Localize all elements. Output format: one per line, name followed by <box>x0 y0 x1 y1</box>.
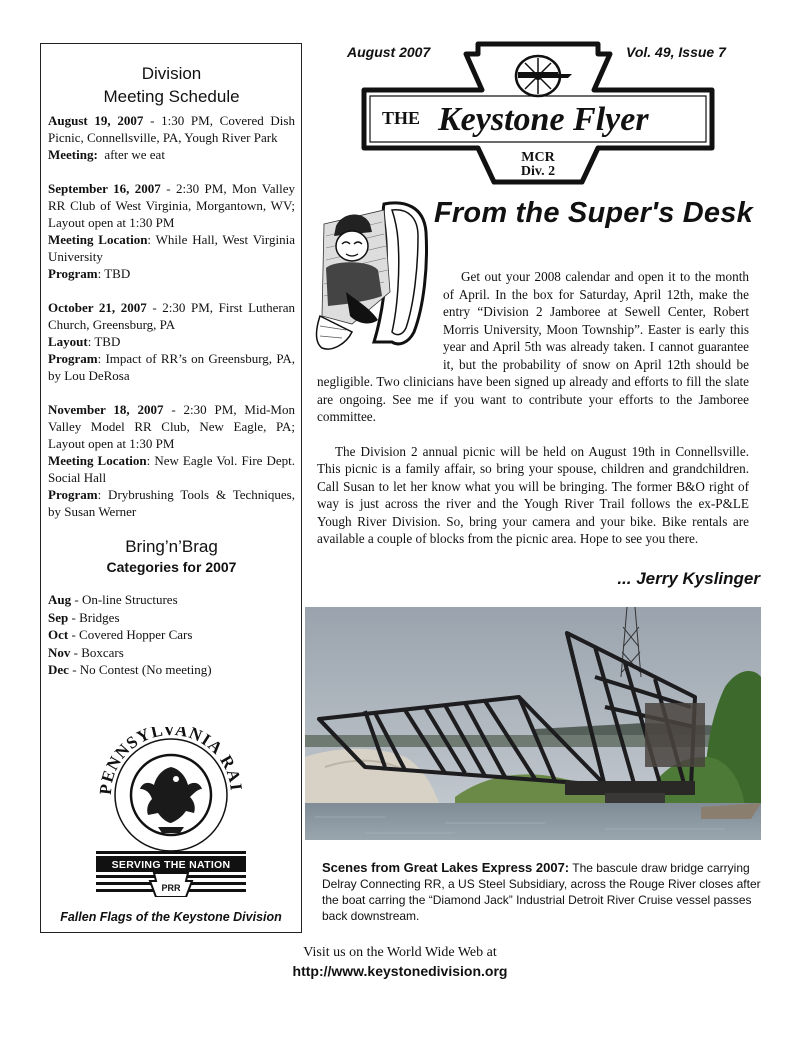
website-link[interactable]: http://www.keystonedivision.org <box>292 963 508 979</box>
list-item: Oct - Covered Hopper Cars <box>48 627 193 642</box>
bring-n-brag-list <box>48 591 295 679</box>
logo-banner-text: SERVING THE NATION <box>111 859 231 871</box>
logo-ring-text: PENNSYLVANIA RAI <box>96 727 246 796</box>
sidebar-title: Division Meeting Schedule <box>103 64 240 106</box>
bring-n-brag-subtitle: Categories for 2007 <box>106 559 237 575</box>
article-paragraph: Get out your 2008 calendar and open it to the month of April. In the box for Saturday, April 12th, make the entry “Division 2 Jamboree at Sewell Center, Robert Morris University, Moon Township”. Easter is early this year and April 5th was already taken. I cannot guarantee it, but the probability of snow on April 12th should be negligible. Two clinicians have been signed up already and efforts to fill the slate are ongoing. See me if you want to contribute your efforts to the Jamboree committee. <box>317 269 749 424</box>
issue-volume: Vol. 49, Issue 7 <box>626 44 726 60</box>
meeting-list <box>48 112 295 520</box>
photo-caption: Scenes from Great Lakes Express 2007: The bascule draw bridge carrying Delray Connecting RR, a US Steel Subsidiary, across the Rouge River closes after the boat carring the “Diamond Jack” Industrial Detroit River Cruise vessel passes back downstream. <box>322 860 761 923</box>
meeting-schedule-sidebar <box>40 43 302 933</box>
list-item: Aug - On-line Structures <box>48 592 178 607</box>
masthead-mcr: MCR <box>521 150 555 165</box>
list-item: Dec - No Contest (No meeting) <box>48 662 212 677</box>
photo-caption-heading: Scenes from Great Lakes Express 2007: <box>322 860 570 875</box>
list-item: Nov - Boxcars <box>48 644 124 660</box>
article-body <box>317 268 749 548</box>
meeting-entry: September 16, 2007 - 2:30 PM, Mon Valley RR Club of West Virginia, Morgantown, WV; Layout open at 1:30 PM Meeting Location: While Hall, West Virginia University Program: TBD <box>48 181 296 281</box>
masthead-the: THE <box>382 108 421 128</box>
meeting-entry: October 21, 2007 - 2:30 PM, First Lutheran Church, Greensburg, PA Layout: TBD Program: Impact of RR’s on Greensburg, PA, by Lou DeRosa <box>48 300 295 383</box>
meeting-entry: August 19, 2007 - 1:30 PM, Covered Dish Picnic, Connellsville, PA, Yough River Park Meeting: after we eat <box>48 113 295 162</box>
masthead-div: Div. 2 <box>520 164 556 179</box>
eagle-icon <box>140 767 202 833</box>
issue-date: August 2007 <box>347 44 431 60</box>
footer-visit-text: Visit us on the World Wide Web at <box>303 945 497 960</box>
bascule-bridge-photo <box>305 607 761 840</box>
bring-n-brag-title: Bring’n’Brag <box>125 537 218 556</box>
prr-logo-graphic <box>96 727 246 897</box>
masthead-logo <box>360 40 716 185</box>
article-title: From the Super's Desk <box>434 197 753 229</box>
sidebar-caption: Fallen Flags of the Keystone Division <box>60 910 282 924</box>
list-item: Sep - Bridges <box>48 609 120 625</box>
keystone-masthead-graphic <box>360 40 716 185</box>
pennsylvania-railroad-logo <box>96 727 246 897</box>
article-paragraph: The Division 2 annual picnic will be held on August 19th in Connellsville. This picnic is a family affair, so bring your spouse, children and grandchildren. Call Susan to let her know what you will be bringing. The former B&O right of way is just across the river and the Yough River Trail follows the ex-P&LE Yough River Division. So, bring your camera and your bike. Bike rentals are available a couple of blocks from the picnic area. Hope to see you there. <box>317 443 749 546</box>
keystone-prr-text: PRR <box>161 883 181 893</box>
meeting-entry: November 18, 2007 - 2:30 PM, Mid-Mon Valley Model RR Club, New Eagle, PA; Layout open at 1:30 PM Meeting Location: New Eagle Vol. Fire Dept. Social Hall Program: Drybrushing Tools & Techniques, by Susan Werner <box>48 402 295 519</box>
masthead-title: Keystone Flyer <box>438 101 649 138</box>
bridge-photo-graphic <box>305 607 761 840</box>
article-signature: ... Jerry Kyslinger <box>617 569 760 588</box>
